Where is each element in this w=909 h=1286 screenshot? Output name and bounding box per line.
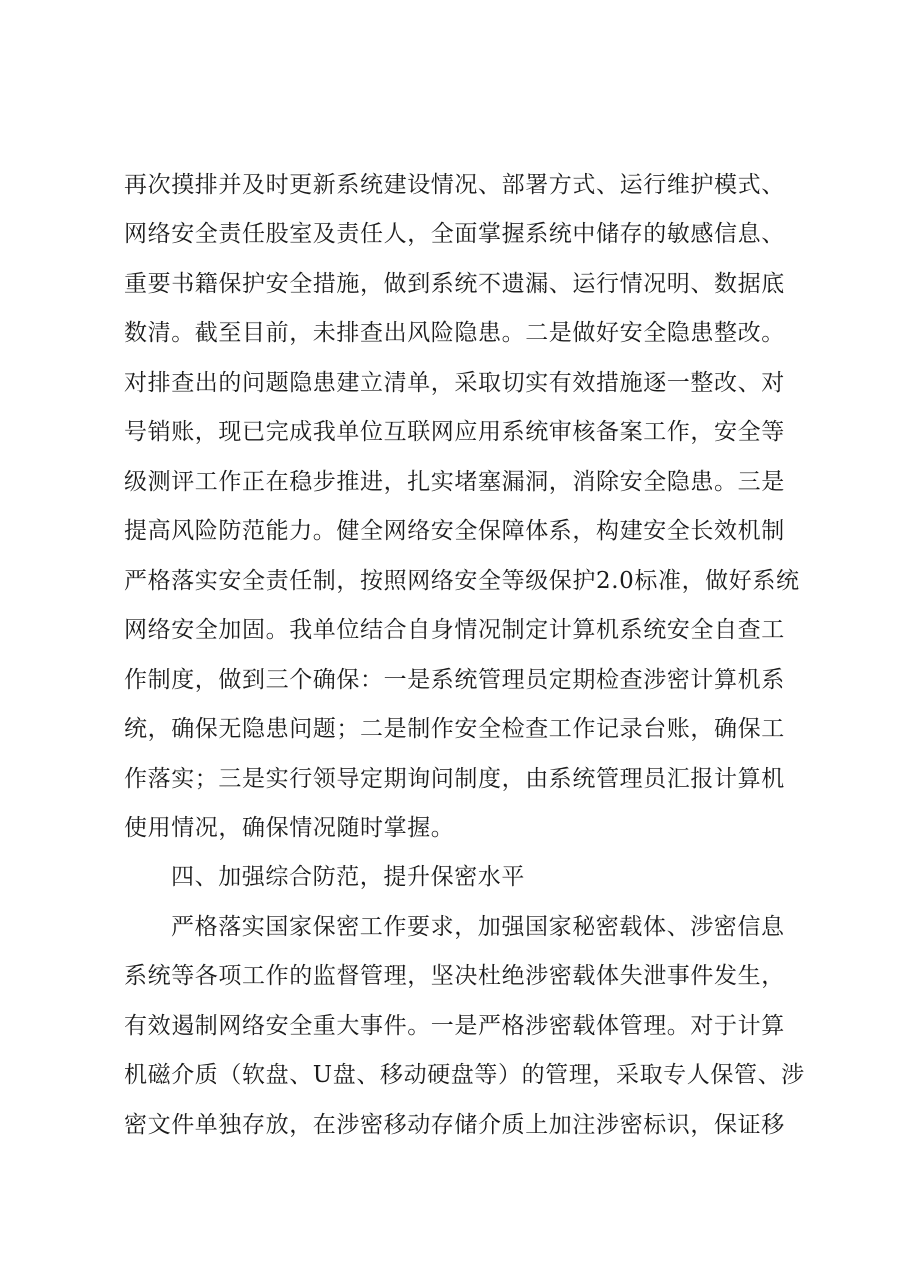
text-line-8: 提高风险防范能力。健全网络安全保障体系，构建安全长效机制	[124, 518, 785, 544]
text-line-14: 使用情况，确保情况随时掌握。	[124, 815, 455, 841]
text-line-11: 作制度，做到三个确保：一是系统管理员定期检查涉密计算机系	[124, 667, 785, 693]
text-line-17: 系统等各项工作的监督管理，坚决杜绝涉密载体失泄事件发生，	[124, 963, 785, 989]
text-line-13: 作落实；三是实行领导定期询问制度，由系统管理员汇报计算机	[124, 766, 785, 792]
text-line-12: 统，确保无隐患问题；二是制作安全检查工作记录台账，确保工	[124, 716, 785, 742]
text-line-16: 严格落实国家保密工作要求，加强国家秘密载体、涉密信息	[171, 914, 785, 940]
text-line-3: 重要书籍保护安全措施，做到系统不遗漏、运行情况明、数据底	[124, 271, 785, 297]
text-line-10: 网络安全加固。我单位结合自身情况制定计算机系统安全自查工	[124, 617, 785, 643]
text-line-6: 号销账，现已完成我单位互联网应用系统审核备案工作，安全等	[124, 419, 785, 445]
text-line-4: 数清。截至目前，未排查出风险隐患。二是做好安全隐患整改。	[124, 320, 785, 346]
section-heading: 四、加强综合防范，提升保密水平	[171, 864, 525, 890]
text-line-9: 严格落实安全责任制，按照网络安全等级保护2.0标准，做好系统	[124, 568, 800, 594]
text-line-7: 级测评工作正在稳步推进，扎实堵塞漏洞，消除安全隐患。三是	[124, 469, 785, 495]
text-line-2: 网络安全责任股室及责任人，全面掌握系统中储存的敏感信息、	[124, 221, 785, 247]
text-line-20: 密文件单独存放，在涉密移动存储介质上加注涉密标识，保证移	[124, 1112, 785, 1138]
text-line-5: 对排查出的问题隐患建立清单，采取切实有效措施逐一整改、对	[124, 370, 785, 396]
text-line-19: 机磁介质（软盘、U盘、移动硬盘等）的管理，采取专人保管、涉	[124, 1062, 805, 1088]
text-line-1: 再次摸排并及时更新系统建设情况、部署方式、运行维护模式、	[124, 172, 785, 198]
text-line-18: 有效遏制网络安全重大事件。一是严格涉密载体管理。对于计算	[124, 1013, 785, 1039]
